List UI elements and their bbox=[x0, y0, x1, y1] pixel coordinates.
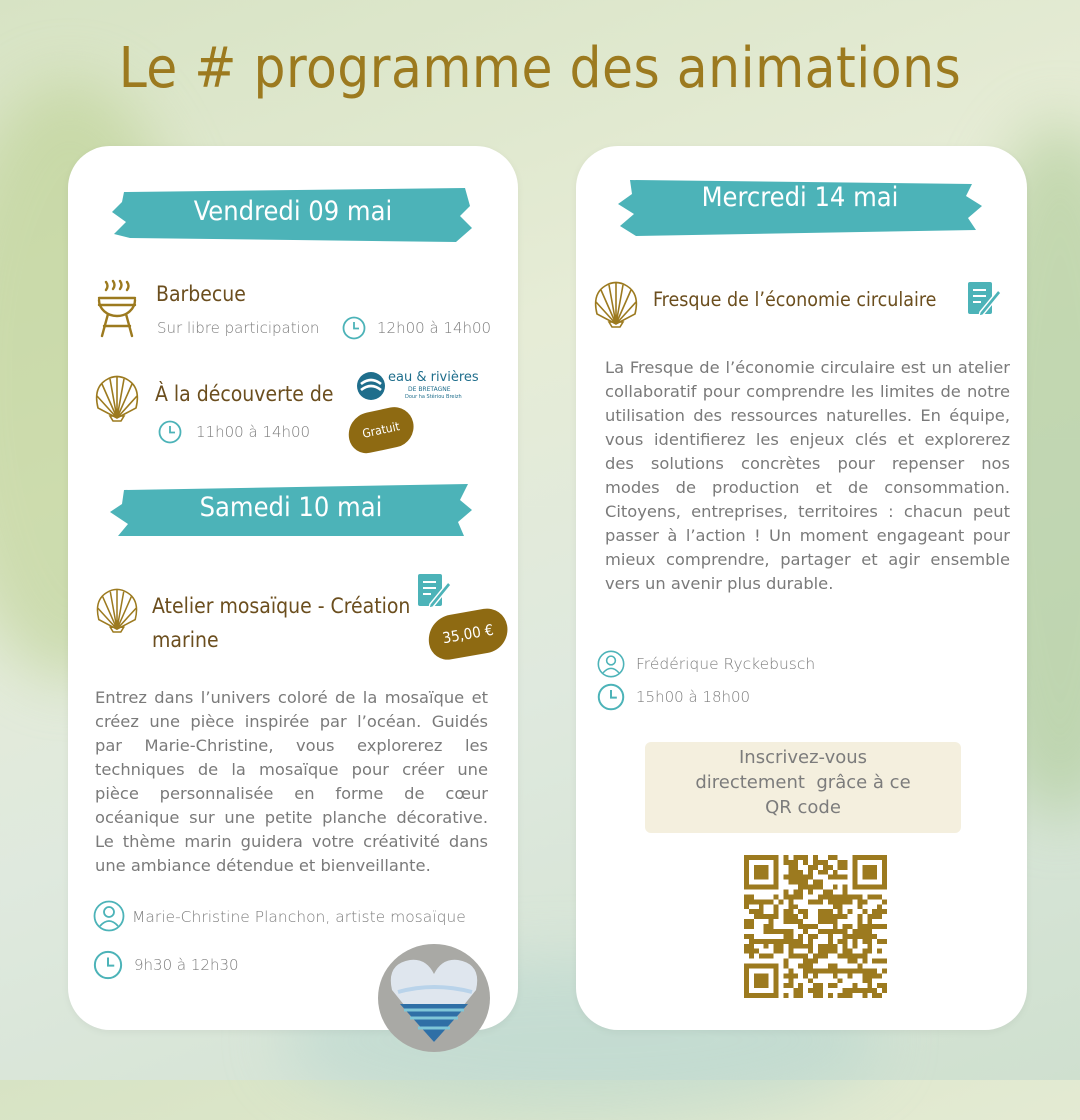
event-host-fresque: Frédérique Ryckebusch bbox=[636, 655, 816, 673]
partner-logo: eau & rivières DE BRETAGNE Dour ha Stêriou Breizh bbox=[356, 370, 476, 406]
price-badge: 35,00 € bbox=[425, 605, 511, 662]
event-title-mosaique-line2: marine bbox=[152, 628, 219, 652]
event-title-mosaique-line1: Atelier mosaïque - Création bbox=[152, 594, 411, 618]
clock-icon bbox=[93, 950, 123, 980]
schedule-card-left bbox=[68, 146, 518, 1030]
clock-icon bbox=[597, 683, 625, 711]
shell-icon bbox=[92, 374, 142, 422]
registration-form-icon bbox=[416, 572, 452, 612]
participation-note: Sur libre participation bbox=[157, 319, 320, 337]
page-title: Le # programme des animations bbox=[118, 36, 962, 101]
qr-cta-box bbox=[645, 742, 961, 833]
event-time-decouverte: 11h00 à 14h00 bbox=[196, 423, 311, 441]
cta-line-2: directement grâce à ce bbox=[695, 772, 911, 793]
event-description-fresque: La Fresque de l’économie circulaire est un atelier collaboratif pour comprendre les limites de notre utilisation des ressources naturelles. En équipe, vous identifierez les enjeux clés et explorerez des solutions concrètes pour repenser nos modes de production et de consommation. Citoyens, entreprises, territoires : chacun peut passer à l’action ! Un moment engageant pour mieux comprendre, partager et agir ensemble vers un avenir plus durable. bbox=[605, 358, 1010, 593]
clock-icon bbox=[342, 316, 366, 340]
event-title-barbecue: Barbecue bbox=[156, 282, 246, 306]
shell-icon bbox=[591, 280, 641, 328]
grill-icon bbox=[94, 278, 140, 340]
clock-icon bbox=[158, 420, 182, 444]
day-banner-friday: Vendredi 09 mai bbox=[110, 186, 476, 244]
cta-line-1: Inscrivez-vous bbox=[738, 747, 868, 768]
event-title-decouverte: À la découverte de bbox=[155, 382, 334, 406]
event-time-mosaique: 9h30 à 12h30 bbox=[134, 956, 239, 974]
event-title-fresque: Fresque de l’économie circulaire bbox=[653, 288, 937, 311]
cta-line-3: QR code bbox=[765, 797, 841, 818]
user-icon bbox=[597, 650, 625, 678]
free-badge: Gratuit bbox=[345, 404, 418, 457]
event-time-fresque: 15h00 à 18h00 bbox=[636, 688, 751, 706]
mosaic-heart-image bbox=[376, 942, 492, 1054]
qr-code[interactable] bbox=[744, 855, 887, 998]
registration-form-icon bbox=[966, 280, 1002, 320]
event-time-barbecue: 12h00 à 14h00 bbox=[377, 319, 492, 337]
event-description-mosaique: Entrez dans l’univers coloré de la mosaïque et créez une pièce inspirée par l’océan. Guidés par Marie-Christine, vous explorerez les techniques de la mosaïque pour créer une pièce personnalisée en forme de cœur océanique sur une petite planche décorative. Le thème marin guidera votre créativité dans une ambiance détendue et bienveillante. bbox=[95, 688, 488, 875]
day-banner-saturday: Samedi 10 mai bbox=[108, 482, 474, 538]
shell-icon bbox=[93, 587, 141, 633]
event-host-mosaique: Marie-Christine Planchon, artiste mosaïque bbox=[132, 908, 466, 926]
user-icon bbox=[93, 900, 125, 932]
day-banner-wednesday: Mercredi 14 mai bbox=[616, 174, 984, 238]
